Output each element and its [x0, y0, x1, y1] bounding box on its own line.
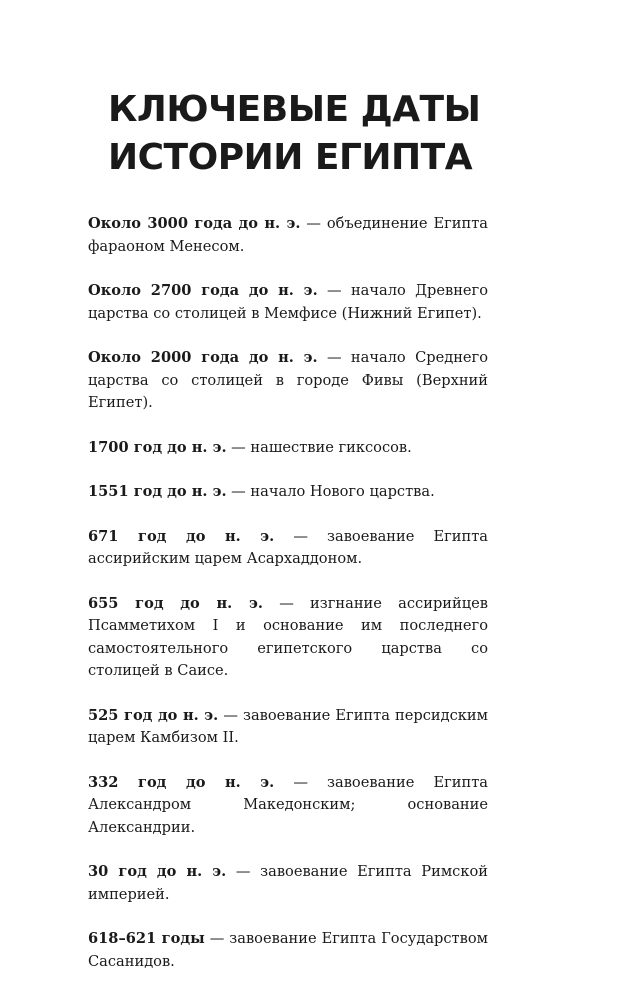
entry-text: — изгнание ассирийцев Псамметихом I и основание им последнего самостоятельного египетского царства со столицей в Саисе.	[88, 594, 488, 679]
timeline-list	[88, 213, 488, 995]
entry-text: — начало Нового царства.	[226, 483, 435, 500]
entry-date: 525 год до н. э.	[88, 706, 219, 724]
timeline-entry	[88, 481, 488, 504]
entry-text: — начало Древнего царства со столицей в Мемфисе (Нижний Египет).	[88, 282, 488, 322]
entry-date: 1700 год до н. э.	[88, 438, 227, 456]
entry-date: Около 2000 года до н. э.	[88, 349, 318, 366]
entry-text: — нашествие гиксосов.	[226, 438, 412, 456]
entry-date: 332 год до н. э.	[88, 773, 275, 791]
entry-text: — завоевание Египта Государством Сасанидов.	[88, 930, 488, 970]
timeline-entry	[88, 705, 488, 750]
entry-date: Около 2700 года до н. э.	[88, 282, 318, 299]
timeline-entry	[88, 347, 488, 415]
timeline-entry	[88, 526, 488, 571]
timeline-entry	[88, 437, 488, 460]
entry-text: — завоевание Египта Александром Македонским; основание Александрии.	[88, 773, 488, 836]
entry-text: — завоевание Египта Римской империей.	[88, 863, 488, 903]
timeline-entry	[88, 861, 488, 906]
entry-text: — объединение Египта фараоном Менесом.	[88, 215, 488, 255]
page-title-line-1: КЛЮЧЕВЫЕ ДАТЫ	[108, 89, 481, 130]
entry-date: 618–621 годы	[88, 930, 205, 947]
timeline-entry	[88, 213, 488, 258]
page-title-line-2: ИСТОРИИ ЕГИПТА	[108, 137, 473, 178]
entry-text: — завоевание Египта ассирийским царем Асархаддоном.	[88, 527, 488, 567]
entry-date: Около 3000 года до н. э.	[88, 215, 301, 232]
entry-date: 30 год до н. э.	[88, 863, 227, 880]
entry-date: 1551 год до н. э.	[88, 483, 227, 500]
timeline-entry	[88, 280, 488, 325]
entry-date: 655 год до н. э.	[88, 594, 263, 612]
timeline-entry	[88, 928, 488, 973]
page-title	[108, 86, 588, 182]
entry-text: — начало Среднего царства со столицей в городе Фивы (Верхний Египет).	[88, 349, 488, 411]
timeline-entry	[88, 772, 488, 840]
timeline-entry	[88, 593, 488, 683]
entry-text: — завоевание Египта персидским царем Камбизом II.	[88, 706, 488, 746]
entry-date: 671 год до н. э.	[88, 527, 275, 545]
